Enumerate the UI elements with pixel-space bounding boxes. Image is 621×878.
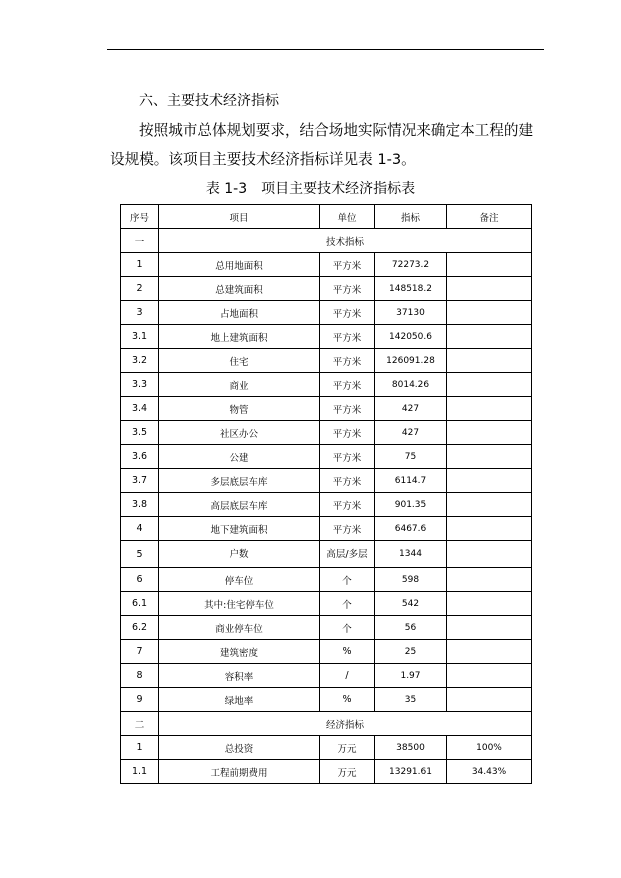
section-title: 经济指标 — [159, 712, 532, 736]
cell-no: 6.2 — [121, 616, 159, 640]
cell-no: 4 — [121, 517, 159, 541]
cell-item: 总投资 — [159, 736, 320, 760]
cell-remark — [447, 325, 532, 349]
cell-no: 6 — [121, 568, 159, 592]
cell-item: 住宅 — [159, 349, 320, 373]
cell-no: 3 — [121, 301, 159, 325]
cell-unit: 平方米 — [320, 277, 375, 301]
cell-no: 3.4 — [121, 397, 159, 421]
cell-value: 142050.6 — [375, 325, 447, 349]
cell-unit: 万元 — [320, 736, 375, 760]
header-item: 项目 — [159, 205, 320, 229]
cell-no: 6.1 — [121, 592, 159, 616]
cell-no: 2 — [121, 277, 159, 301]
cell-unit: 高层/多层 — [320, 541, 375, 568]
cell-value: 6467.6 — [375, 517, 447, 541]
cell-remark — [447, 568, 532, 592]
header-value: 指标 — [375, 205, 447, 229]
cell-remark — [447, 469, 532, 493]
section-no: 一 — [121, 229, 159, 253]
cell-unit: / — [320, 664, 375, 688]
cell-item: 多层底层车库 — [159, 469, 320, 493]
cell-unit: 平方米 — [320, 253, 375, 277]
cell-remark — [447, 640, 532, 664]
cell-remark: 100% — [447, 736, 532, 760]
cell-item: 绿地率 — [159, 688, 320, 712]
cell-no: 1 — [121, 736, 159, 760]
cell-remark — [447, 664, 532, 688]
cell-unit: 个 — [320, 568, 375, 592]
cell-value: 25 — [375, 640, 447, 664]
cell-unit: 平方米 — [320, 517, 375, 541]
table-row — [121, 469, 532, 493]
cell-unit: 平方米 — [320, 349, 375, 373]
section-title: 技术指标 — [159, 229, 532, 253]
table-caption: 表 1-3 项目主要技术经济指标表 — [205, 181, 416, 197]
cell-no: 3.5 — [121, 421, 159, 445]
cell-value: 13291.61 — [375, 760, 447, 784]
cell-value: 75 — [375, 445, 447, 469]
cell-remark — [447, 445, 532, 469]
table-row — [121, 568, 532, 592]
cell-value: 1344 — [375, 541, 447, 568]
cell-unit: 平方米 — [320, 373, 375, 397]
cell-remark — [447, 301, 532, 325]
cell-unit: % — [320, 640, 375, 664]
cell-unit: 万元 — [320, 760, 375, 784]
cell-item: 物管 — [159, 397, 320, 421]
cell-unit: 个 — [320, 616, 375, 640]
cell-no: 9 — [121, 688, 159, 712]
table-row — [121, 760, 532, 784]
table-row — [121, 301, 532, 325]
cell-item: 商业停车位 — [159, 616, 320, 640]
cell-remark — [447, 616, 532, 640]
cell-no: 3.8 — [121, 493, 159, 517]
header-unit: 单位 — [320, 205, 375, 229]
cell-unit: 平方米 — [320, 301, 375, 325]
table-row — [121, 253, 532, 277]
cell-item: 占地面积 — [159, 301, 320, 325]
table-row — [121, 736, 532, 760]
table-row — [121, 640, 532, 664]
cell-no: 3.2 — [121, 349, 159, 373]
cell-value: 427 — [375, 397, 447, 421]
header-rule — [107, 49, 544, 50]
cell-item: 容积率 — [159, 664, 320, 688]
cell-unit: 平方米 — [320, 469, 375, 493]
cell-item: 户数 — [159, 541, 320, 568]
section-no: 二 — [121, 712, 159, 736]
cell-value: 148518.2 — [375, 277, 447, 301]
cell-remark: 34.43% — [447, 760, 532, 784]
cell-value: 37130 — [375, 301, 447, 325]
table-row — [121, 421, 532, 445]
cell-remark — [447, 397, 532, 421]
cell-value: 38500 — [375, 736, 447, 760]
cell-no: 8 — [121, 664, 159, 688]
cell-unit: 个 — [320, 592, 375, 616]
cell-no: 3.7 — [121, 469, 159, 493]
cell-item: 商业 — [159, 373, 320, 397]
cell-remark — [447, 349, 532, 373]
cell-remark — [447, 373, 532, 397]
cell-unit: 平方米 — [320, 397, 375, 421]
table-row — [121, 397, 532, 421]
table-row — [121, 349, 532, 373]
cell-remark — [447, 517, 532, 541]
table-row — [121, 493, 532, 517]
cell-value: 1.97 — [375, 664, 447, 688]
header-remark: 备注 — [447, 205, 532, 229]
cell-no: 1.1 — [121, 760, 159, 784]
cell-item: 总建筑面积 — [159, 277, 320, 301]
cell-item: 地下建筑面积 — [159, 517, 320, 541]
cell-value: 6114.7 — [375, 469, 447, 493]
table-row — [121, 517, 532, 541]
table-row — [121, 688, 532, 712]
cell-value: 72273.2 — [375, 253, 447, 277]
cell-remark — [447, 421, 532, 445]
table-row — [121, 445, 532, 469]
cell-unit: % — [320, 688, 375, 712]
section-row-tech — [121, 229, 532, 253]
indicator-table — [120, 204, 532, 784]
section-heading: 六、主要技术经济指标 — [139, 93, 279, 109]
cell-remark — [447, 277, 532, 301]
cell-item: 总用地面积 — [159, 253, 320, 277]
cell-item: 社区办公 — [159, 421, 320, 445]
cell-item: 其中:住宅停车位 — [159, 592, 320, 616]
cell-item: 工程前期费用 — [159, 760, 320, 784]
cell-value: 8014.26 — [375, 373, 447, 397]
cell-value: 126091.28 — [375, 349, 447, 373]
table-row — [121, 325, 532, 349]
table-row — [121, 373, 532, 397]
section-row-econ — [121, 712, 532, 736]
cell-item: 停车位 — [159, 568, 320, 592]
cell-unit: 平方米 — [320, 445, 375, 469]
cell-unit: 平方米 — [320, 421, 375, 445]
cell-value: 901.35 — [375, 493, 447, 517]
cell-item: 高层底层车库 — [159, 493, 320, 517]
cell-value: 427 — [375, 421, 447, 445]
cell-no: 7 — [121, 640, 159, 664]
cell-remark — [447, 688, 532, 712]
cell-item: 公建 — [159, 445, 320, 469]
body-paragraph: 按照城市总体规划要求，结合场地实际情况来确定本工程的建设规模。该项目主要技术经济指标详见表 1-3。 — [110, 122, 534, 168]
cell-unit: 平方米 — [320, 493, 375, 517]
cell-no: 3.1 — [121, 325, 159, 349]
cell-no: 3.3 — [121, 373, 159, 397]
cell-no: 1 — [121, 253, 159, 277]
cell-unit: 平方米 — [320, 325, 375, 349]
cell-value: 35 — [375, 688, 447, 712]
cell-remark — [447, 592, 532, 616]
table-row — [121, 277, 532, 301]
header-no: 序号 — [121, 205, 159, 229]
table-row — [121, 664, 532, 688]
table-header-row — [121, 205, 532, 229]
table-row — [121, 616, 532, 640]
cell-remark — [447, 493, 532, 517]
cell-value: 56 — [375, 616, 447, 640]
table-body — [121, 229, 532, 784]
table-row — [121, 592, 532, 616]
cell-no: 3.6 — [121, 445, 159, 469]
cell-no: 5 — [121, 541, 159, 568]
cell-remark — [447, 253, 532, 277]
cell-remark — [447, 541, 532, 568]
cell-item: 地上建筑面积 — [159, 325, 320, 349]
cell-value: 598 — [375, 568, 447, 592]
cell-value: 542 — [375, 592, 447, 616]
cell-item: 建筑密度 — [159, 640, 320, 664]
table-row — [121, 541, 532, 568]
